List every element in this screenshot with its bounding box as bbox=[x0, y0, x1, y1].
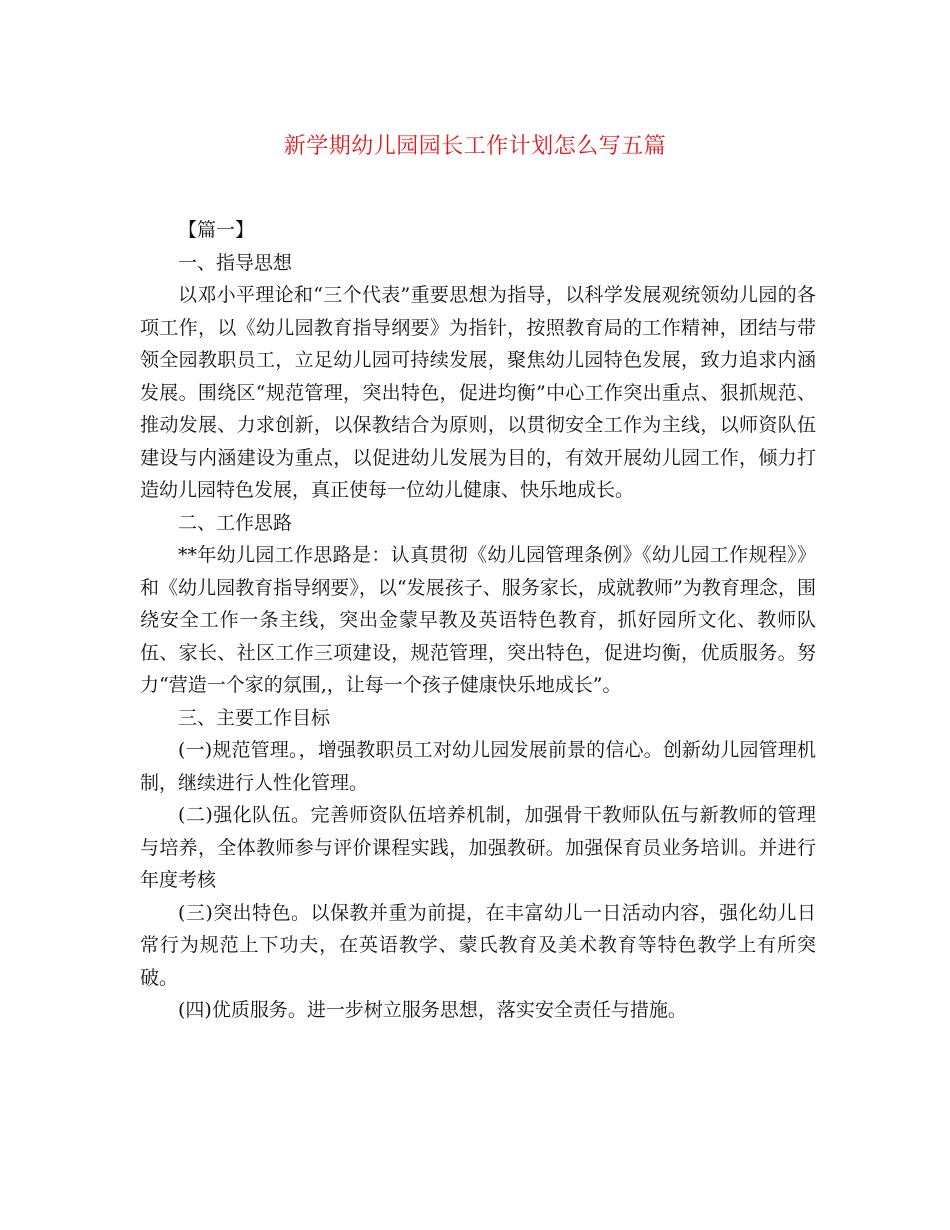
heading-main-goals: 三、主要工作目标 bbox=[178, 706, 331, 729]
paragraph-goal-3: (三)突出特色。以保教并重为前提，在丰富幼儿一日活动内容，强化幼儿日常行为规范上下功夫，在英语教学、蒙氏教育及美术教育等特色教学上有所突破。 bbox=[140, 901, 816, 989]
paragraph-goal-1: (一)规范管理。，增强教职员工对幼儿园发展前景的信心。创新幼儿园管理机制，继续进行人性化管理。 bbox=[140, 739, 816, 794]
heading-work-approach: 二、工作思路 bbox=[178, 511, 293, 534]
paragraph-work-approach: **年幼儿园工作思路是：认真贯彻《幼儿园管理条例》《幼儿园工作规程》》和《幼儿园教育指导纲要》，以“发展孩子、服务家长，成就教师”为教育理念，围绕安全工作一条主线，突出金蒙早教及英语特色教育，抓好园所文化、教师队伍、家长、社区工作三项建设，规范管理，突出特色，促进均衡，优质服务。努力“营造一个家的氛围,，让每一个孩子健康快乐地成长”。 bbox=[140, 544, 816, 696]
section-heading-part-one: 【篇一】 bbox=[178, 219, 255, 241]
paragraph-goal-2: (二)强化队伍。完善师资队伍培养机制，加强骨干教师队伍与新教师的管理与培养，全体教师参与评价课程实践，加强教研。加强保育员业务培训。并进行年度考核 bbox=[140, 804, 816, 891]
paragraph-guiding-ideology: 以邓小平理论和“三个代表”重要思想为指导，以科学发展观统领幼儿园的各项工作，以《幼儿园教育指导纲要》为指针，按照教育局的工作精神，团结与带领全园教职员工，立足幼儿园可持续发展，聚焦幼儿园特色发展，致力追求内涵发展。围绕区“规范管理，突出特色，促进均衡”中心工作突出重点、狠抓规范、推动发展、力求创新，以保教结合为原则，以贯彻安全工作为主线，以师资队伍建设与内涵建设为重点，以促进幼儿发展为目的，有效开展幼儿园工作，倾力打造幼儿园特色发展，真正使每一位幼儿健康、快乐地成长。 bbox=[140, 284, 816, 501]
paragraph-goal-4: (四)优质服务。进一步树立服务思想，落实安全责任与措施。 bbox=[178, 999, 687, 1021]
document-title: 新学期幼儿园园长工作计划怎么写五篇 bbox=[283, 134, 667, 159]
heading-guiding-ideology: 一、指导思想 bbox=[178, 251, 293, 274]
document-body bbox=[140, 214, 816, 1027]
